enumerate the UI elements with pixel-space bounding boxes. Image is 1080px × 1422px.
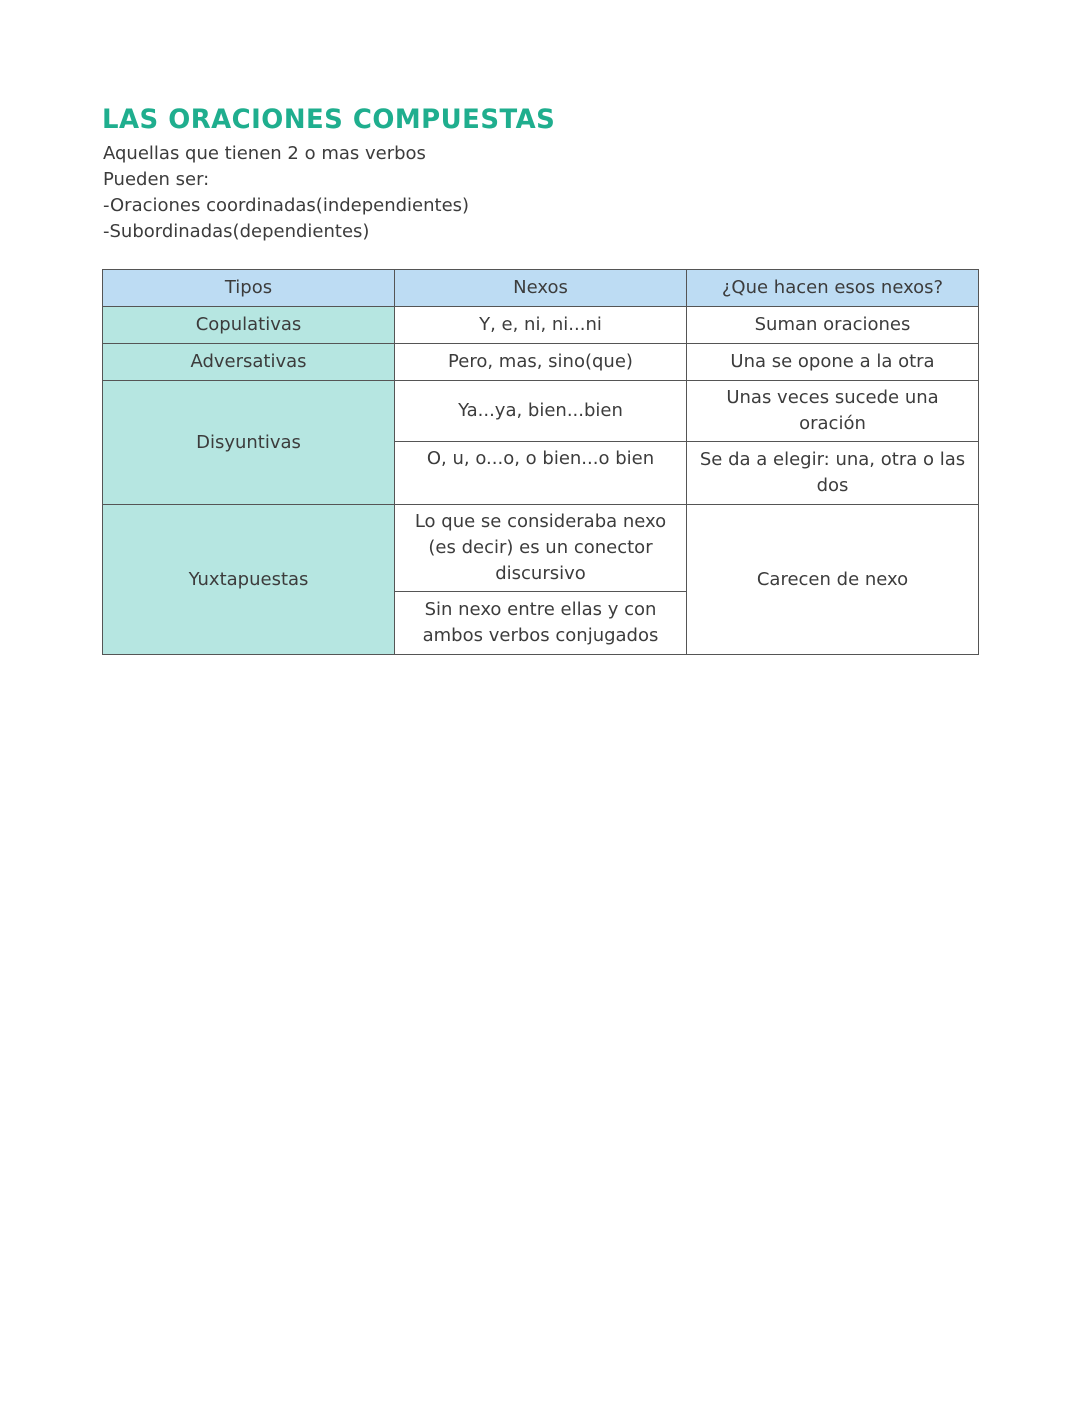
type-cell: Disyuntivas [103,381,395,505]
nexo-cell: Sin nexo entre ellas y con ambos verbos conjugados [395,592,687,655]
table-header-row [103,270,979,307]
type-cell: Copulativas [103,307,395,344]
nexo-cell: Y, e, ni, ni...ni [395,307,687,344]
type-cell: Yuxtapuestas [103,505,395,655]
intro-line: -Oraciones coordinadas(independientes) [103,195,470,216]
table-row [103,344,979,381]
table-row [103,307,979,344]
compound-sentences-table [102,269,979,655]
intro-line: Pueden ser: [103,169,210,190]
page-title: LAS ORACIONES COMPUESTAS [102,104,556,135]
nexo-cell: Ya...ya, bien...bien [395,381,687,442]
intro-text [103,141,469,245]
function-cell: Suman oraciones [687,307,979,344]
header-que-hacen: ¿Que hacen esos nexos? [687,270,979,307]
type-cell: Adversativas [103,344,395,381]
function-cell: Unas veces sucede una oración [687,381,979,442]
intro-line: Aquellas que tienen 2 o mas verbos [103,143,426,164]
table-row [103,505,979,592]
function-cell: Carecen de nexo [687,505,979,655]
header-tipos: Tipos [103,270,395,307]
table-row [103,381,979,442]
function-cell: Se da a elegir: una, otra o las dos [687,442,979,505]
intro-line: -Subordinadas(dependientes) [103,221,370,242]
nexo-cell: Pero, mas, sino(que) [395,344,687,381]
function-cell: Una se opone a la otra [687,344,979,381]
nexo-cell: Lo que se consideraba nexo (es decir) es un conector discursivo [395,505,687,592]
header-nexos: Nexos [395,270,687,307]
nexo-cell: O, u, o...o, o bien...o bien [395,442,687,505]
